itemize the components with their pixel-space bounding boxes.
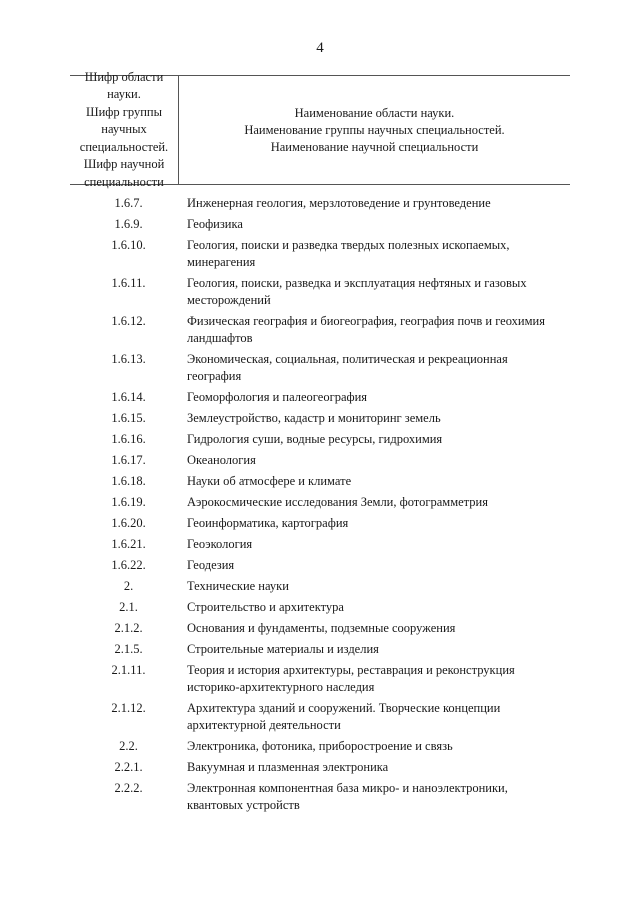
row-code: 1.6.21. (111, 537, 146, 551)
table-row (70, 700, 570, 734)
table-row (70, 389, 570, 406)
row-name: Геоэкология (187, 537, 253, 551)
page-number: 4 (316, 40, 324, 56)
table-row (70, 410, 570, 427)
table-row (70, 452, 570, 469)
row-name: Вакуумная и плазменная электроника (187, 760, 389, 774)
table-body (70, 195, 570, 818)
row-name: Физическая география и биогеография, география почв и геохимия ландшафтов (187, 314, 545, 345)
row-name: Геодезия (187, 558, 235, 572)
table-row (70, 599, 570, 616)
row-name: Технические науки (187, 579, 289, 593)
row-name: Основания и фундаменты, подземные сооружения (187, 621, 456, 635)
row-name: Электроника, фотоника, приборостроение и связь (187, 739, 453, 753)
table-row (70, 351, 570, 385)
row-code: 1.6.12. (111, 314, 146, 328)
table-row (70, 641, 570, 658)
row-code: 2.2.2. (114, 781, 143, 795)
row-name: Геоинформатика, картография (187, 516, 349, 530)
header-code-cell (70, 69, 179, 189)
row-code: 1.6.16. (111, 432, 146, 446)
row-code: 1.6.22. (111, 558, 146, 572)
table-row (70, 780, 570, 814)
table-header (70, 69, 570, 189)
table-row (70, 431, 570, 448)
row-code: 1.6.7. (114, 196, 143, 210)
table-row (70, 738, 570, 755)
row-name: Океанология (187, 453, 256, 467)
row-code: 1.6.18. (111, 474, 146, 488)
row-code: 2.1.2. (114, 621, 143, 635)
row-code: 2.1.12. (111, 701, 146, 715)
table-row (70, 275, 570, 309)
row-code: 1.6.17. (111, 453, 146, 467)
row-name: Инженерная геология, мерзлотоведение и грунтоведение (187, 196, 491, 210)
row-code: 2.1.5. (114, 642, 143, 656)
row-code: 2. (123, 579, 134, 593)
row-name: Гидрология суши, водные ресурсы, гидрохимия (187, 432, 443, 446)
row-name: Геоморфология и палеогеография (187, 390, 368, 404)
row-name: Геология, поиски и разведка твердых полезных ископаемых, минерагения (187, 238, 510, 269)
table-row (70, 578, 570, 595)
row-code: 1.6.19. (111, 495, 146, 509)
table-row (70, 759, 570, 776)
row-name: Экономическая, социальная, политическая и рекреационная география (187, 352, 508, 383)
table-row (70, 515, 570, 532)
row-code: 1.6.20. (111, 516, 146, 530)
row-name: Науки об атмосфере и климате (187, 474, 352, 488)
table-row (70, 313, 570, 347)
row-code: 1.6.14. (111, 390, 146, 404)
table-row (70, 536, 570, 553)
header-name-label: Наименование области науки. Наименование группы научных специальностей. Наименование научной специальности (244, 105, 505, 154)
row-code: 1.6.15. (111, 411, 146, 425)
row-code: 1.6.9. (114, 217, 143, 231)
header-code-label: Шифр области науки. Шифр группы научных специальностей. Шифр научной специальности (79, 69, 169, 189)
row-name: Электронная компонентная база микро- и наноэлектроники, квантовых устройств (187, 781, 508, 812)
row-code: 2.1. (119, 600, 138, 614)
row-code: 1.6.13. (111, 352, 146, 366)
row-name: Геология, поиски, разведка и эксплуатация нефтяных и газовых месторождений (187, 276, 527, 307)
header-name-cell (179, 76, 570, 184)
row-name: Строительные материалы и изделия (187, 642, 379, 656)
row-name: Геофизика (187, 217, 243, 231)
row-code: 1.6.11. (111, 276, 146, 290)
row-name: Теория и история архитектуры, реставрация и реконструкция историко-архитектурного наследия (187, 663, 515, 694)
row-name: Строительство и архитектура (187, 600, 344, 614)
table-row (70, 557, 570, 574)
table-row (70, 195, 570, 212)
table-row (70, 237, 570, 271)
row-code: 1.6.10. (111, 238, 146, 252)
table-row (70, 620, 570, 637)
row-code: 2.1.11. (111, 663, 146, 677)
row-name: Аэрокосмические исследования Земли, фотограмметрия (187, 495, 488, 509)
table-row (70, 662, 570, 696)
row-code: 2.2. (119, 739, 138, 753)
table-row (70, 494, 570, 511)
row-name: Архитектура зданий и сооружений. Творческие концепции архитектурной деятельности (187, 701, 501, 732)
row-code: 2.2.1. (114, 760, 143, 774)
row-name: Землеустройство, кадастр и мониторинг земель (187, 411, 441, 425)
table-row (70, 473, 570, 490)
table-row (70, 216, 570, 233)
